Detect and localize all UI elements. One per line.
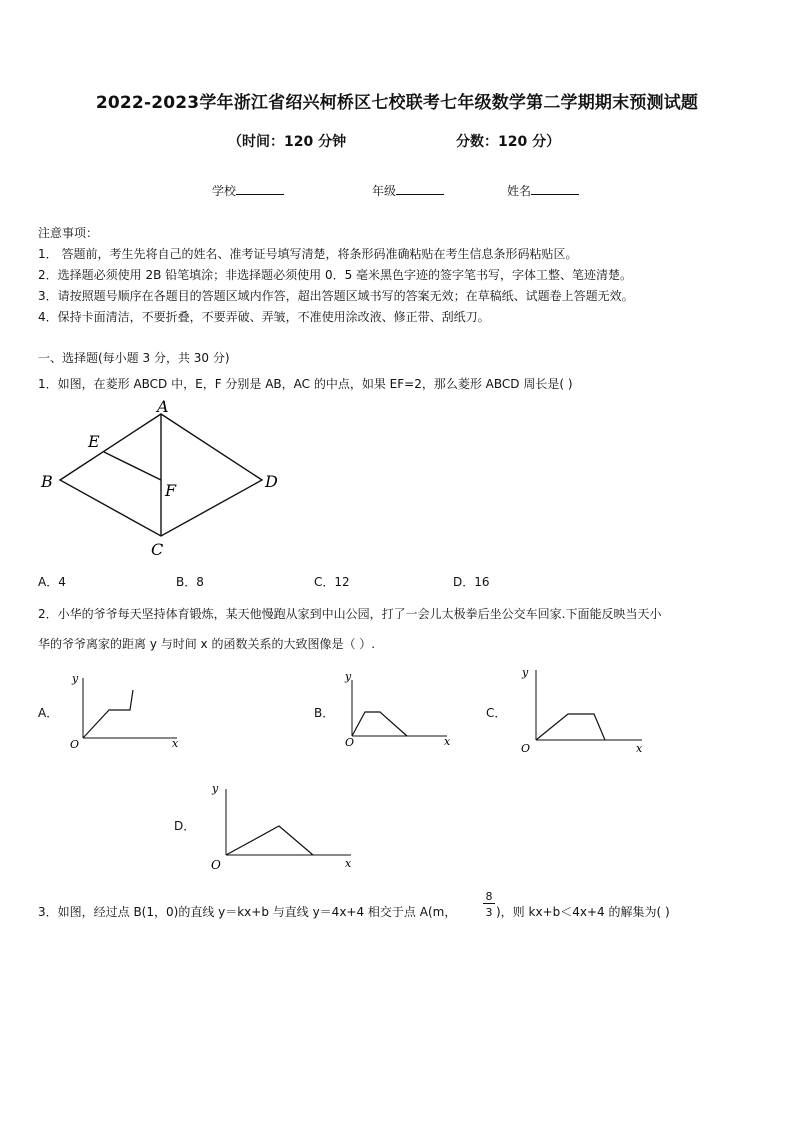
name-blank[interactable] [531, 182, 579, 195]
school-label: 学校 [212, 184, 237, 198]
axis-x-label: x [345, 857, 352, 870]
name-label: 姓名 [507, 184, 532, 198]
option-c[interactable]: C．12 [314, 575, 350, 589]
rhombus-figure [30, 395, 300, 560]
page-title: 2022-2023学年浙江省绍兴柯桥区七校联考七年级数学第二学期期末预测试题 [95, 93, 699, 113]
axis-y-label: y [72, 672, 79, 685]
school-field [212, 182, 284, 199]
graph-line [83, 690, 133, 738]
q2-option-d-label[interactable]: D． [174, 819, 196, 833]
graph-line [536, 714, 605, 740]
option-d[interactable]: D．16 [453, 575, 490, 589]
axis-x-label: x [636, 742, 643, 755]
label-c: C [151, 540, 164, 559]
notice-item: 4．保持卡面清洁，不要折叠，不要弄破、弄皱，不准使用涂改液、修正带、刮纸刀。 [38, 310, 490, 324]
fraction-denominator: 3 [485, 906, 493, 919]
school-blank[interactable] [236, 182, 284, 195]
question-2-line-1: 2．小华的爷爷每天坚持体育锻炼，某天他慢跑从家到中山公园，打了一会儿太极拳后坐公交车回家.下面能反映当天小 [38, 607, 662, 621]
question-1-text: 1．如图，在菱形 ABCD 中，E，F 分别是 AB，AC 的中点，如果 EF=2，那么菱形 ABCD 周长是( ) [38, 377, 573, 391]
label-e: E [88, 432, 100, 451]
option-a[interactable]: A．4 [38, 575, 66, 589]
fraction-numerator: 8 [483, 890, 495, 904]
origin-label: O [211, 858, 221, 872]
segment-ef [104, 452, 161, 480]
axis-y-label: y [212, 782, 219, 795]
notice-item: 1． 答题前，考生先将自己的姓名、准考证号填写清楚，将条形码准确粘贴在考生信息条形码粘贴区。 [38, 247, 578, 261]
axis-x-label: x [172, 737, 179, 750]
question-2-line-2: 华的爷爷离家的距离 y 与时间 x 的函数关系的大致图像是（ ）. [38, 637, 376, 651]
axis-y-label: y [522, 666, 529, 679]
notice-item: 3．请按照题号顺序在各题目的答题区域内作答，超出答题区域书写的答案无效；在草稿纸、试题卷上答题无效。 [38, 289, 634, 303]
label-f: F [165, 481, 177, 500]
grade-field [372, 182, 444, 199]
origin-label: O [70, 738, 80, 751]
notice-heading: 注意事项： [38, 226, 99, 240]
q2-option-a-label[interactable]: A． [38, 706, 59, 720]
question-3-text-a: 3．如图，经过点 B(1，0)的直线 y＝kx+b 与直线 y＝4x+4 相交于点 A(m， [38, 905, 457, 919]
origin-label: O [521, 742, 531, 755]
notice-item: 2．选择题必须使用 2B 铅笔填涂；非选择题必须使用 0．5 毫米黑色字迹的签字笔书写，字体工整、笔迹清楚。 [38, 268, 633, 282]
q2-option-c-label[interactable]: C． [486, 706, 507, 720]
grade-label: 年级 [372, 184, 397, 198]
label-b: B [41, 472, 53, 491]
option-b[interactable]: B．8 [176, 575, 204, 589]
label-a: A [157, 397, 169, 416]
graph-b [337, 668, 462, 753]
graph-a [62, 668, 192, 753]
graph-d [205, 777, 357, 872]
label-d: D [265, 472, 278, 491]
exam-time: （时间：120 分钟 [228, 134, 347, 150]
origin-label: O [345, 736, 355, 749]
graph-c [512, 662, 652, 756]
axis-y-label: y [345, 670, 352, 683]
axis-x-label: x [444, 735, 451, 748]
exam-score: 分数：120 分） [456, 134, 561, 150]
section-heading: 一、选择题(每小题 3 分，共 30 分) [38, 351, 230, 365]
name-field [507, 182, 579, 199]
q2-option-b-label[interactable]: B． [314, 706, 335, 720]
question-3-text-b: )，则 kx+b＜4x+4 的解集为( ) [496, 905, 670, 919]
graph-line [226, 826, 313, 855]
graph-line [352, 712, 407, 736]
grade-blank[interactable] [396, 182, 444, 195]
